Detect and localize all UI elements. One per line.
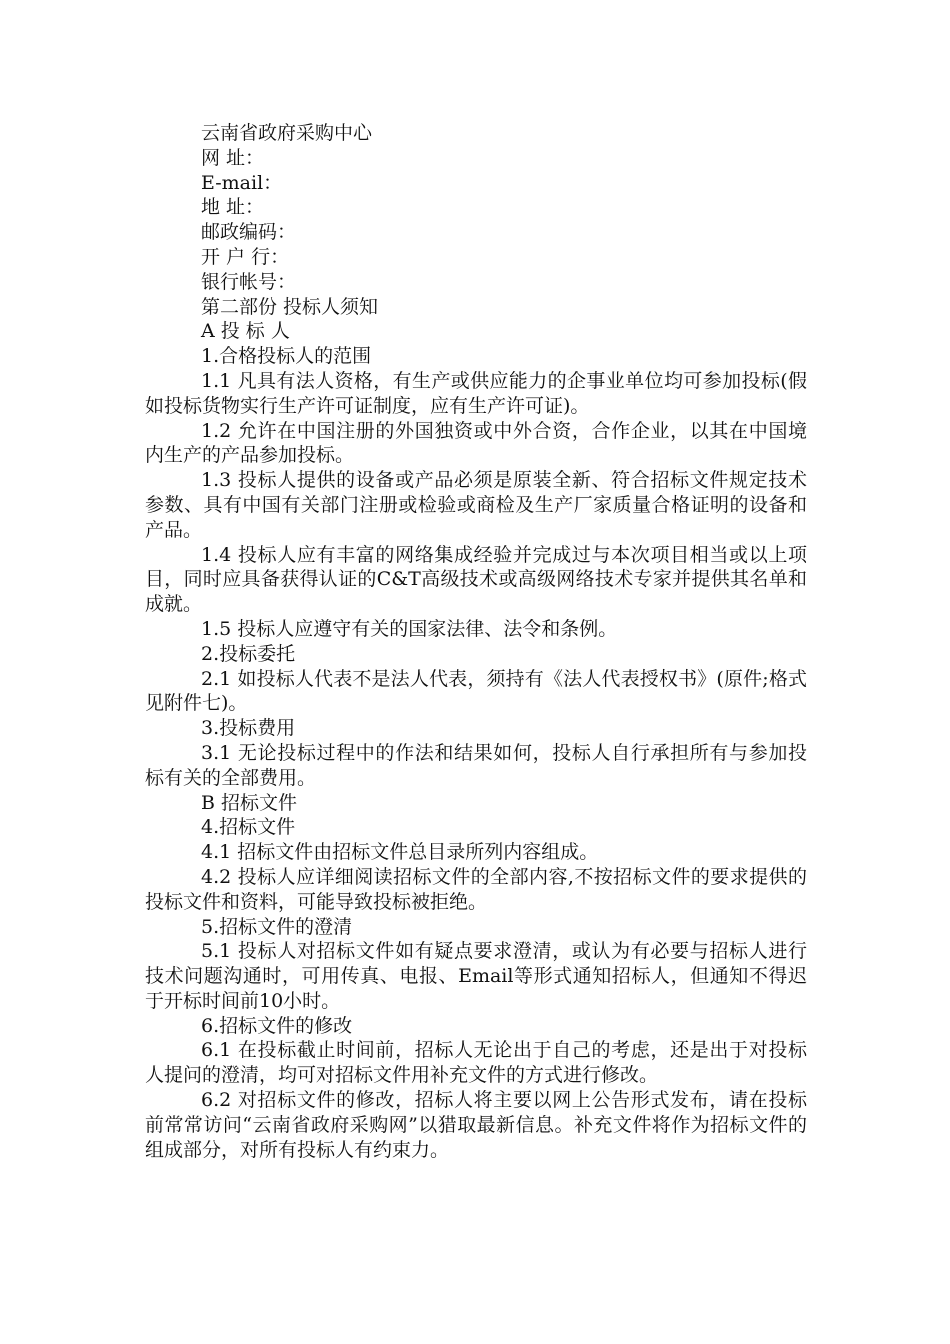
- paragraph-3-1: 3.1 无论投标过程中的作法和结果如何，投标人自行承担所有与参加投标有关的全部费用。: [145, 741, 807, 789]
- paragraph-6-1: 6.1 在投标截止时间前，招标人无论出于自己的考虑，还是出于对投标人提问的澄清，均可对招标文件用补充文件的方式进行修改。: [145, 1039, 807, 1087]
- paragraph-1-5: 1.5 投标人应遵守有关的国家法律、法令和条例。: [201, 617, 618, 640]
- paragraph-4-1: 4.1 招标文件由招标文件总目录所列内容组成。: [201, 841, 599, 864]
- paragraph-1-2: 1.2 允许在中国注册的外国独资或中外合资，合作企业，以其在中国境内生产的产品参加投标。: [145, 419, 807, 467]
- organization-name: 云南省政府采购中心: [201, 122, 373, 144]
- section-b-heading: B 招标文件: [201, 791, 298, 814]
- address-label: 地 址：: [201, 196, 265, 219]
- paragraph-4-2: 4.2 投标人应详细阅读招标文件的全部内容,不按招标文件的要求提供的投标文件和资料，可能导致投标被拒绝。: [145, 865, 807, 913]
- section-a-heading: A 投 标 人: [201, 320, 290, 343]
- paragraph-5-1: 5.1 投标人对招标文件如有疑点要求澄清，或认为有必要与招标人进行技术问题沟通时，可用传真、电报、Email等形式通知招标人，但通知不得迟于开标时间前10小时。: [145, 940, 807, 1012]
- bank-label: 开 户 行：: [201, 245, 290, 268]
- heading-5: 5.招标文件的澄清: [201, 915, 353, 938]
- paragraph-1-1: 1.1 凡具有法人资格，有生产或供应能力的企事业单位均可参加投标(假如投标货物实行生产许可证制度，应有生产许可证)。: [145, 369, 807, 417]
- website-label: 网 址：: [201, 146, 265, 169]
- heading-1: 1.合格投标人的范围: [201, 345, 372, 368]
- postal-code-label: 邮政编码：: [201, 221, 297, 244]
- part-title: 第二部份 投标人须知: [201, 295, 379, 318]
- heading-2: 2.投标委托: [201, 642, 296, 665]
- heading-3: 3.投标费用: [201, 717, 296, 740]
- paragraph-1-4: 1.4 投标人应有丰富的网络集成经验并完成过与本次项目相当或以上项目，同时应具备获得认证的C&T高级技术或高级网络技术专家并提供其名单和成就。: [145, 543, 807, 616]
- paragraph-2-1: 2.1 如投标人代表不是法人代表，须持有《法人代表授权书》(原件;格式见附件七)。: [145, 667, 807, 715]
- heading-4: 4.招标文件: [201, 816, 296, 839]
- document-body: [145, 121, 807, 1162]
- account-label: 银行帐号：: [201, 270, 297, 293]
- email-label: E-mail：: [201, 171, 283, 194]
- paragraph-6-2: 6.2 对招标文件的修改，招标人将主要以网上公告形式发布，请在投标前常常访问“云南省政府采购网”以猎取最新信息。补充文件将作为招标文件的组成部分，对所有投标人有约束力。: [145, 1089, 807, 1161]
- heading-6: 6.招标文件的修改: [201, 1014, 353, 1037]
- paragraph-1-3: 1.3 投标人提供的设备或产品必须是原装全新、符合招标文件规定技术参数、具有中国有关部门注册或检验或商检及生产厂家质量合格证明的设备和产品。: [145, 469, 807, 541]
